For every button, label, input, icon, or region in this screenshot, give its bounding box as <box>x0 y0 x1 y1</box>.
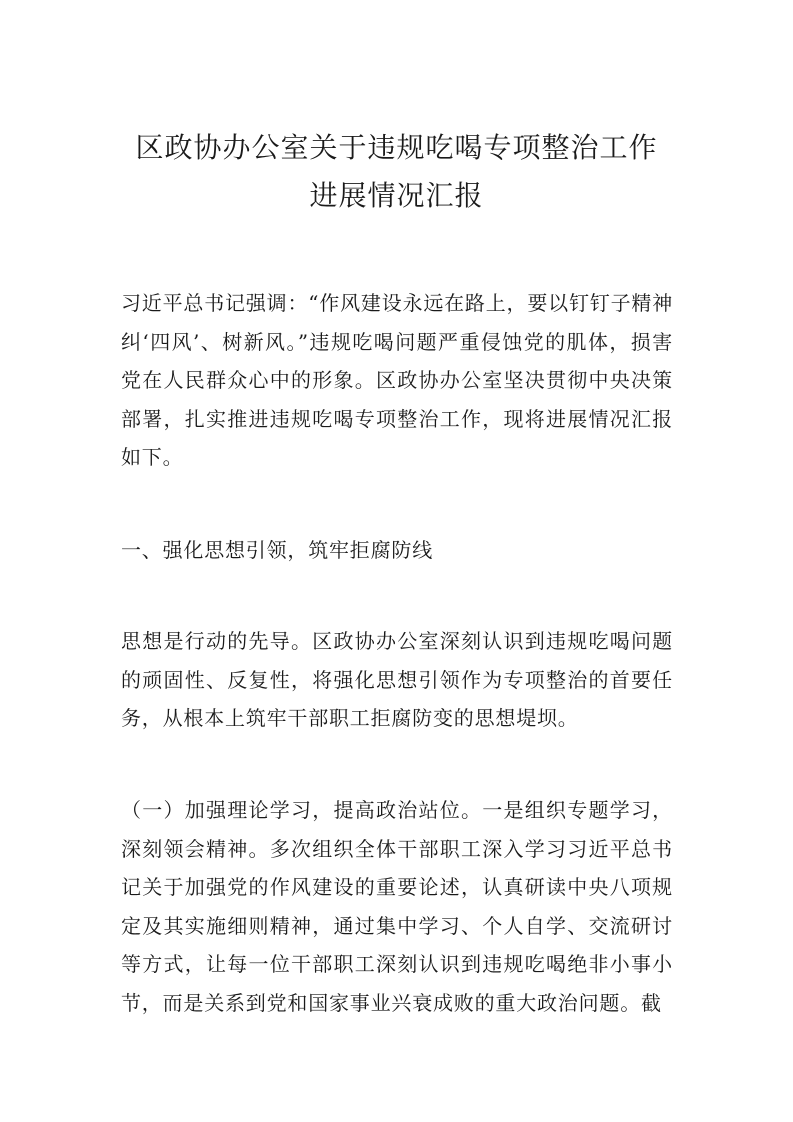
section-1-paragraph: 思想是行动的先导。区政协办公室深刻认识到违规吃喝问题的顽固性、反复性，将强化思想引领作为专项整治的首要任务，从根本上筑牢干部职工拒腐防变的思想堤坝。 <box>121 629 673 730</box>
document-title <box>100 124 693 220</box>
intro-paragraph: 习近平总书记强调：“作风建设永远在路上，要以钉钉子精神纠‘四风’、树新风。”违规吃喝问题严重侵蚀党的肌体，损害党在人民群众心中的形象。区政协办公室坚决贯彻中央决策部署，扎实推进违规吃喝专项整治工作，现将进展情况汇报如下。 <box>121 291 673 469</box>
section-1-subsection-1-paragraph: （一）加强理论学习，提高政治站位。一是组织专题学习，深刻领会精神。多次组织全体干部职工深入学习习近平总书记关于加强党的作风建设的重要论述，认真研读中央八项规定及其实施细则精神，通过集中学习、个人自学、交流研讨等方式，让每一位干部职工深刻认识到违规吃喝绝非小事小节，而是关系到党和国家事业兴衰成败的重大政治问题。截 <box>121 798 673 1015</box>
title-line-1: 区政协办公室关于违规吃喝专项整治工作 <box>135 131 658 164</box>
title-line-2: 进展情况汇报 <box>309 179 484 212</box>
section-1-heading: 一、强化思想引领，筑牢拒腐防线 <box>121 538 433 562</box>
